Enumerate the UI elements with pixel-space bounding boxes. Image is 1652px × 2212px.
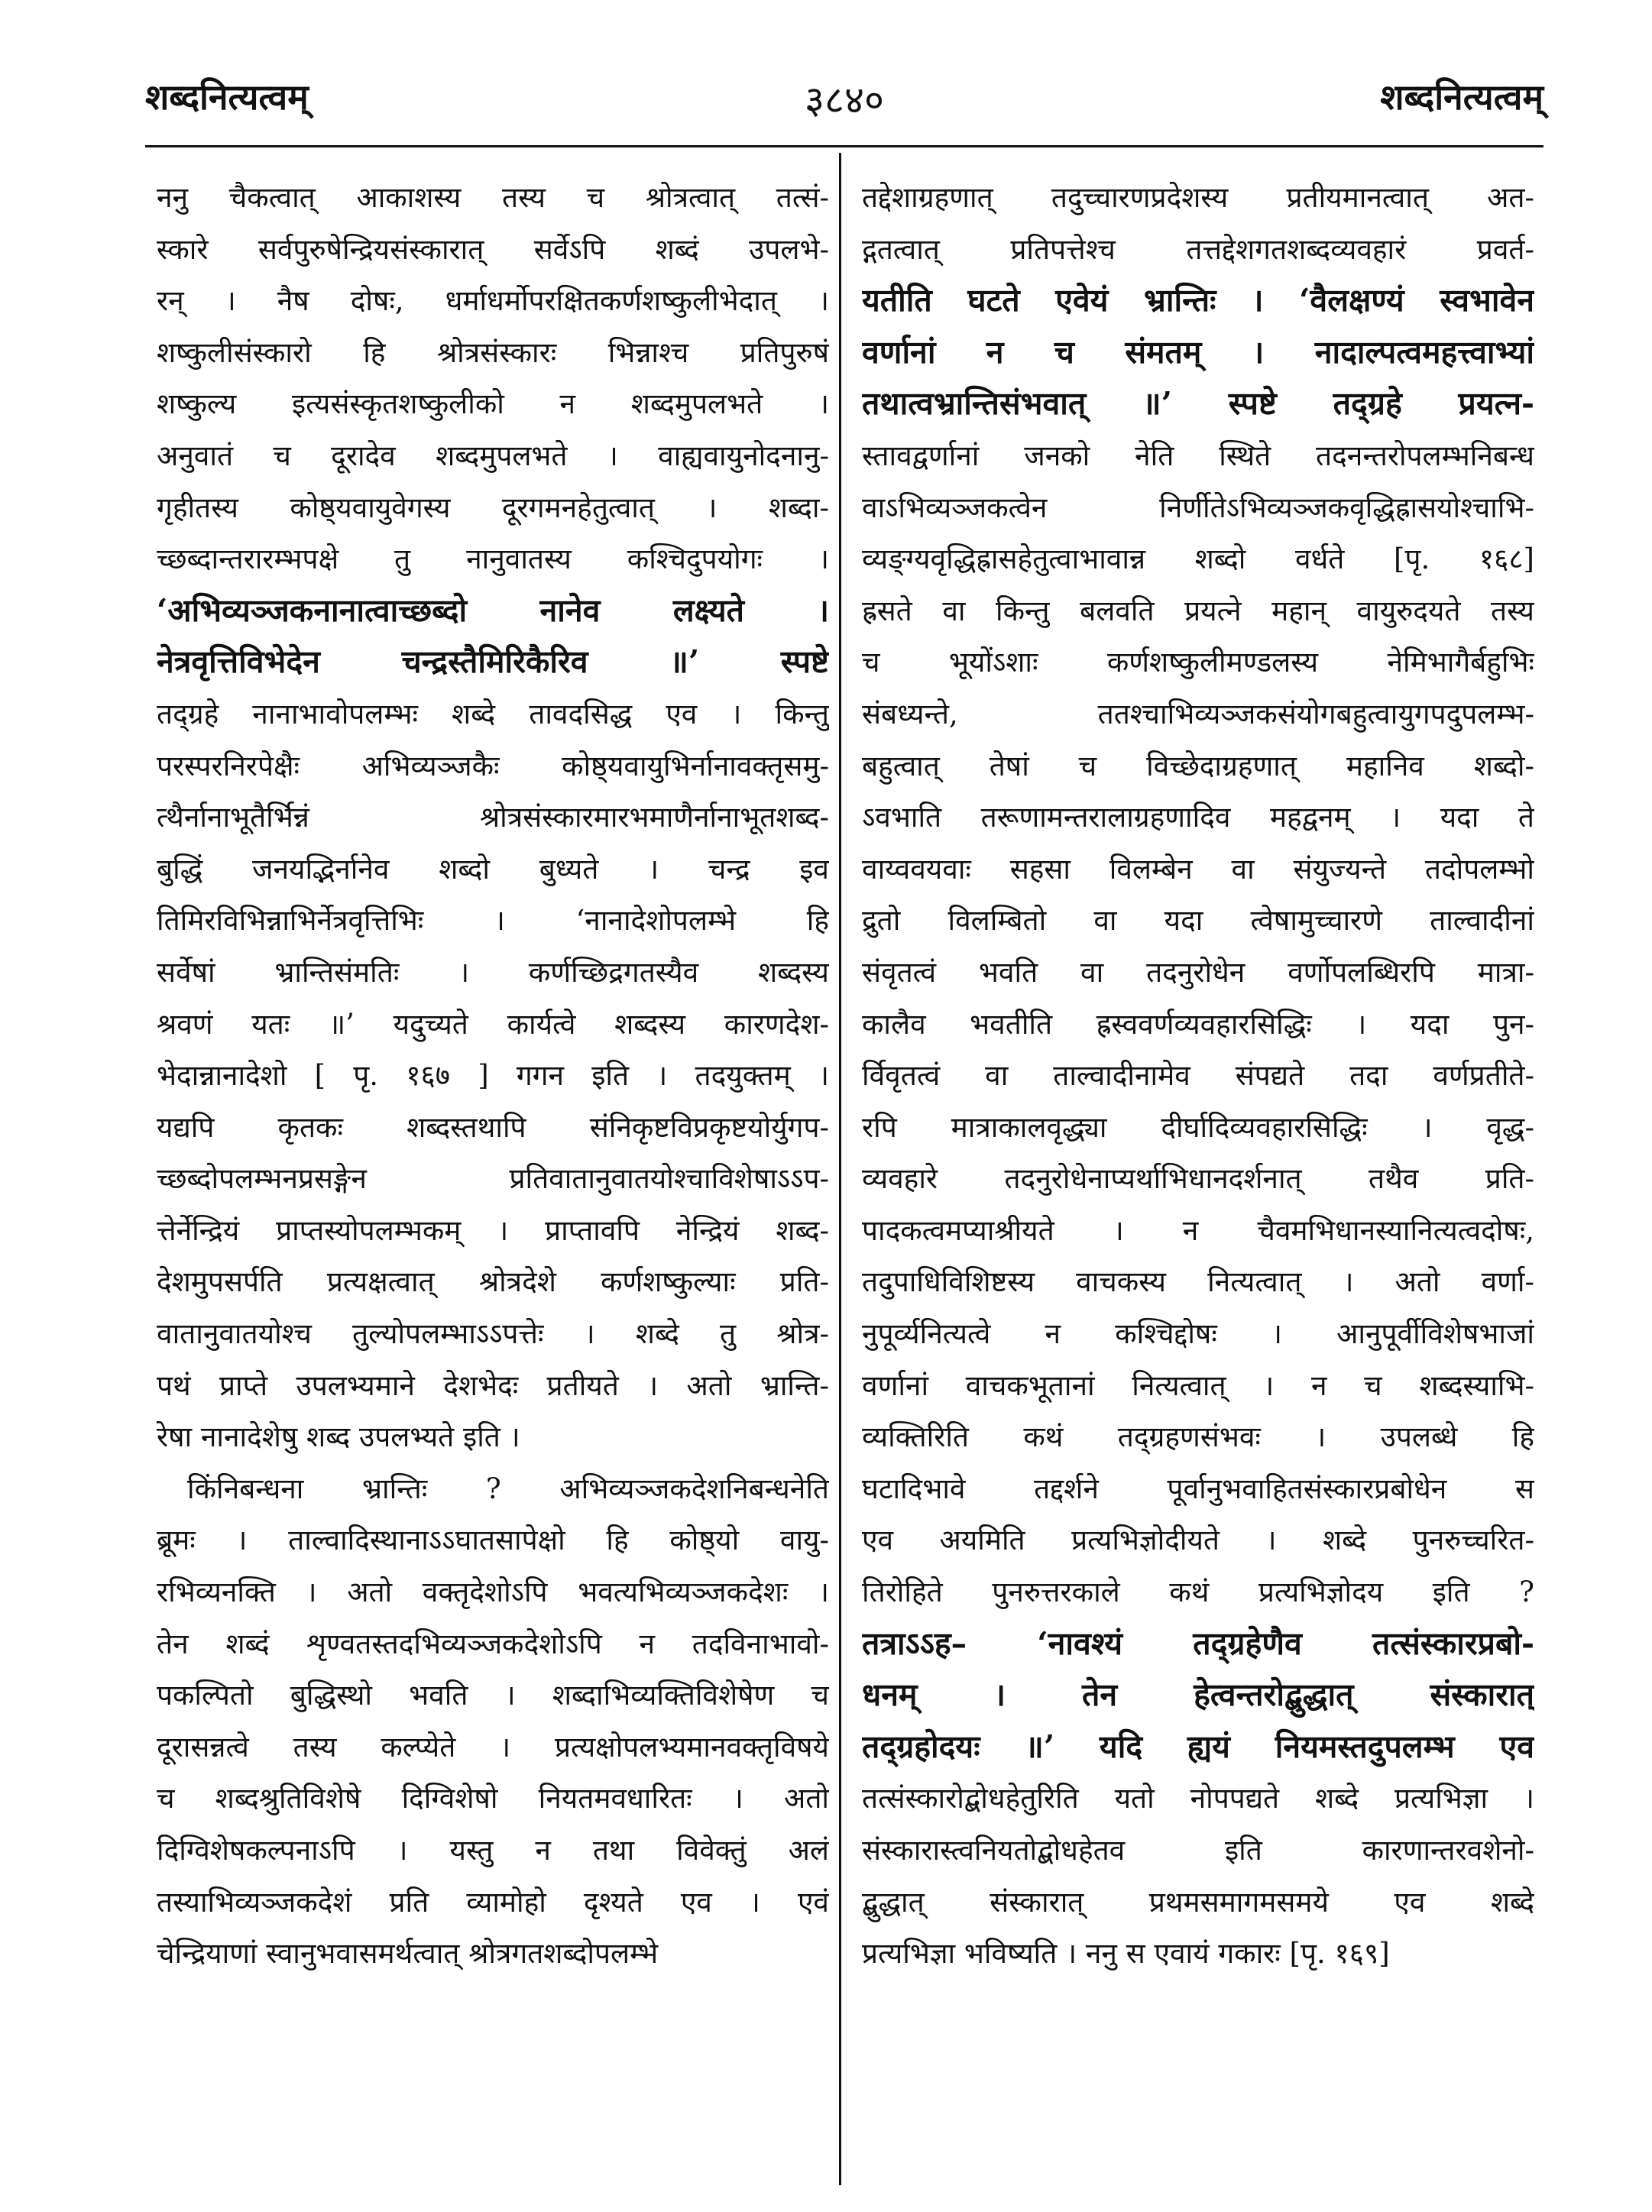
- running-head-right: शब्दनित्यत्वम्: [1380, 76, 1543, 118]
- text-line: च्छब्दान्तरारम्भपक्षे तु नानुवातस्य कश्चिदुपयोगः ।: [157, 542, 829, 576]
- right-column: [862, 172, 1534, 2181]
- text-line: अनुवातं च दूरादेव शब्दमुपलभते । वाह्यवायुनोदनानु-: [157, 439, 829, 472]
- text-line: पादकत्वमप्याश्रीयते । न चैवमभिधानस्यानित्यत्वदोषः,: [862, 1213, 1534, 1247]
- text-line: च भूयोंऽशाः कर्णशष्कुलीमण्डलस्य नेमिभागैर्बहुभिः: [862, 646, 1534, 679]
- text-line: तत्राऽऽह– ‘नावश्यं तद्ग्रहेणैव तत्संस्कारप्रबो-: [862, 1624, 1534, 1662]
- text-line: कालैव भवतीति ह्रस्ववर्णव्यवहारसिद्धिः । यदा पुन-: [862, 1007, 1534, 1041]
- running-head-left: शब्दनित्यत्वम्: [145, 76, 309, 118]
- text-line: व्यवहारे तदनुरोधेनाप्यर्थाभिधानदर्शनात् तथैव प्रति-: [862, 1162, 1534, 1196]
- text-line: ह्रसते वा किन्तु बलवति प्रयत्ने महान् वायुरुदयते तस्य: [862, 594, 1534, 627]
- text-line: सर्वेषां भ्रान्तिसंमतिः । कर्णच्छिद्रगतस्यैव शब्दस्य: [157, 955, 829, 989]
- text-line: र्विवृतत्वं वा ताल्वादीनामेव संपद्यते तदा वर्णप्रतीते-: [862, 1059, 1534, 1093]
- text-line: द्गतत्वात् प्रतिपत्तेश्च तत्तद्देशगतशब्दव्यवहारं प्रवर्त-: [862, 232, 1534, 266]
- text-line: परस्परनिरपेक्षैः अभिव्यञ्जकैः कोष्ठ्यवायुभिर्नानावक्तृसमु-: [157, 749, 829, 782]
- text-line: घटादिभावे तद्दर्शने पूर्वानुभवाहितसंस्कारप्रबोधेन स: [862, 1472, 1534, 1505]
- text-line: प्रत्यभिज्ञा भविष्यति । ननु स एवायं गकारः [पृ. १६९]: [862, 1937, 1390, 1971]
- text-line: वर्णानां न च संमतम् । नादाल्पत्वमहत्त्वाभ्यां: [862, 333, 1534, 371]
- text-line: तत्संस्कारोद्बोधहेतुरिति यतो नोपपद्यते शब्दे प्रत्यभिज्ञा ।: [862, 1782, 1534, 1815]
- text-line: व्यक्तिरिति कथं तद्ग्रहणसंभवः । उपलब्धे हि: [862, 1420, 1534, 1454]
- text-line: तिरोहिते पुनरुत्तरकाले कथं प्रत्यभिज्ञोदय इति ?: [862, 1576, 1534, 1609]
- text-line: ‘अभिव्यञ्जकनानात्वाच्छब्दो नानेव लक्ष्यते ।: [157, 591, 829, 629]
- text-line: त्तेर्नेन्द्रियं प्राप्तस्योपलम्भकम् । प्राप्तावपि नेन्द्रियं शब्द-: [157, 1213, 829, 1247]
- text-line: च शब्दश्रुतिविशेषे दिग्विशेषो नियतमवधारितः । अतो: [157, 1782, 829, 1815]
- text-line: तस्याभिव्यञ्जकदेशं प्रति व्यामोहो दृश्यते एव । एवं: [157, 1885, 829, 1919]
- text-line: शष्कुलीसंस्कारो हि श्रोत्रसंस्कारः भिन्नाश्च प्रतिपुरुषं: [157, 335, 829, 369]
- text-line: वाऽभिव्यञ्जकत्वेन निर्णीतेऽभिव्यञ्जकवृद्धिह्रासयोश्चाभि-: [862, 491, 1534, 524]
- text-line: रभिव्यनक्ति । अतो वक्तृदेशोऽपि भवत्यभिव्यञ्जकदेशः ।: [157, 1576, 829, 1609]
- text-line: दिग्विशेषकल्पनाऽपि । यस्तु न तथा विवेक्तुं अलं: [157, 1834, 829, 1867]
- text-line: वर्णानां वाचकभूतानां नित्यत्वात् । न च शब्दस्याभि-: [862, 1368, 1534, 1402]
- text-line: संबध्यन्ते, ततश्चाभिव्यञ्जकसंयोगबहुत्वायुगपदुपलम्भ-: [862, 697, 1534, 730]
- text-line: यद्यपि कृतकः शब्दस्तथापि संनिकृष्टविप्रकृष्टयोर्युगप-: [157, 1110, 829, 1144]
- text-line: रन् । नैष दोषः, धर्माधर्मोपरक्षितकर्णशष्कुलीभेदात् ।: [157, 284, 829, 318]
- text-line: गृहीतस्य कोष्ठ्यवायुवेगस्य दूरगमनहेतुत्वात् । शब्दा-: [157, 491, 829, 524]
- text-line: भेदान्नानादेशो [ पृ. १६७ ] गगन इति । तदयुक्तम् ।: [157, 1059, 829, 1093]
- text-line: स्कारे सर्वपुरुषेन्द्रियसंस्कारात् सर्वेऽपि शब्दं उपलभे-: [157, 232, 829, 266]
- text-line: तेन शब्दं शृण्वतस्तदभिव्यञ्जकदेशोऽपि न तदविनाभावो-: [157, 1627, 829, 1660]
- text-line: तद्ग्रहे नानाभावोपलम्भः शब्दे तावदसिद्ध एव । किन्तु: [157, 697, 829, 730]
- text-line: तथात्वभ्रान्तिसंभवात् ॥’ स्पष्टे तद्ग्रहे प्रयत्न-: [862, 385, 1534, 423]
- text-line: पकल्पितो बुद्धिस्थो भवति । शब्दाभिव्यक्तिविशेषेण च: [157, 1679, 829, 1712]
- text-line: ब्रूमः । ताल्वादिस्थानाऽऽघातसापेक्षो हि कोष्ठ्यो वायु-: [157, 1524, 829, 1557]
- text-line: रेषा नानादेशेषु शब्द उपलभ्यते इति ।: [157, 1420, 520, 1454]
- column-divider: [839, 153, 841, 2185]
- text-line: धनम् । तेन हेत्वन्तरोद्बुद्धात् संस्कारात्: [862, 1676, 1534, 1714]
- text-line: तद्ग्रहोदयः ॥’ यदि ह्ययं नियमस्तदुपलम्भ एव: [862, 1728, 1534, 1765]
- text-line: च्छब्दोपलम्भनप्रसङ्गेन प्रतिवातानुवातयोश्चाविशेषाऽऽप-: [157, 1162, 829, 1196]
- text-line: त्थैर्नानाभूतैर्भिन्नं श्रोत्रसंस्कारमारभमाणैर्नानाभूतशब्द-: [157, 801, 829, 834]
- text-line: बहुत्वात् तेषां च विच्छेदाग्रहणात् महानिव शब्दो-: [862, 749, 1534, 782]
- text-line: स्तावद्वर्णानां जनको नेति स्थिते तदनन्तरोपलम्भनिबन्ध: [862, 439, 1534, 472]
- text-line: एव अयमिति प्रत्यभिज्ञोदीयते । शब्दे पुनरुच्चरित-: [862, 1524, 1534, 1557]
- page-number: ३८४०: [805, 78, 884, 122]
- text-line: रपि मात्राकालवृद्ध्या दीर्घादिव्यवहारसिद्धिः । वृद्ध-: [862, 1110, 1534, 1144]
- text-line: देशमुपसर्पति प्रत्यक्षत्वात् श्रोत्रदेशे कर्णशष्कुल्याः प्रति-: [157, 1265, 829, 1299]
- text-line: तद्देशाग्रहणात् तदुच्चारणप्रदेशस्य प्रतीयमानत्वात् अत-: [862, 181, 1534, 214]
- text-line: व्यङ्ग्यवृद्धिह्रासहेतुत्वाभावान्न शब्दो वर्धते [पृ. १६८]: [862, 542, 1534, 576]
- text-line: चेन्द्रियाणां स्वानुभवासमर्थत्वात् श्रोत्रगतशब्दोपलम्भे: [157, 1937, 659, 1971]
- text-line: दूरासन्नत्वे तस्य कल्प्येते । प्रत्यक्षोपलभ्यमानवक्तृविषये: [157, 1730, 829, 1763]
- text-line: द्रुतो विलम्बितो वा यदा त्वेषामुच्चारणे ताल्वादीनां: [862, 904, 1534, 938]
- text-line: द्बुद्धात् संस्कारात् प्रथमसमागमसमये एव शब्दे: [862, 1885, 1534, 1919]
- text-line: तदुपाधिविशिष्टस्य वाचकस्य नित्यत्वात् । अतो वर्णा-: [862, 1265, 1534, 1299]
- text-line: बुद्धिं जनयद्भिर्नानेव शब्दो बुध्यते । चन्द्र इव: [157, 852, 829, 886]
- text-line: संवृतत्वं भवति वा तदनुरोधेन वर्णोपलब्धिरपि मात्रा-: [862, 955, 1534, 989]
- page-header: [145, 73, 1543, 134]
- text-line: संस्कारास्त्वनियतोद्बोधहेतव इति कारणान्तरवशेनो-: [862, 1834, 1534, 1867]
- left-column: [157, 172, 829, 2181]
- text-line: यतीति घटते एवेयं भ्रान्तिः । ‘वैलक्षण्यं स्वभावेन: [862, 282, 1534, 319]
- text-line: श्रवणं यतः ॥’ यदुच्यते कार्यत्वे शब्दस्य कारणदेश-: [157, 1007, 829, 1041]
- text-line: वाय्ववयवाः सहसा विलम्बेन वा संयुज्यन्ते तदोपलम्भो: [862, 852, 1534, 886]
- text-line: नेत्रवृत्तिविभेदेन चन्द्रस्तैमिरिकैरिव ॥’ स्पष्टे: [157, 643, 829, 681]
- header-rule: [145, 145, 1543, 147]
- text-line: किंनिबन्धना भ्रान्तिः ? अभिव्यञ्जकदेशनिबन्धनेति: [187, 1472, 829, 1505]
- text-line: पथं प्राप्ते उपलभ्यमाने देशभेदः प्रतीयते । अतो भ्रान्ति-: [157, 1368, 829, 1402]
- text-line: ऽवभाति तरूणामन्तरालाग्रहणादिव महद्वनम् । यदा ते: [862, 801, 1534, 834]
- text-line: शष्कुल्य इत्यसंस्कृतशष्कुलीको न शब्दमुपलभते ।: [157, 387, 829, 421]
- text-line: तिमिरविभिन्नाभिर्नेत्रवृत्तिभिः । ‘नानादेशोपलम्भे हि: [157, 904, 829, 938]
- text-line: नुपूर्व्यनित्यत्वे न कश्चिद्दोषः । आनुपूर्वीविशेषभाजां: [862, 1317, 1534, 1351]
- text-line: ननु चैकत्वात् आकाशस्य तस्य च श्रोत्रत्वात् तत्सं-: [157, 181, 829, 214]
- text-line: वातानुवातयोश्च तुल्योपलम्भाऽऽपत्तेः । शब्दे तु श्रोत्र-: [157, 1317, 829, 1351]
